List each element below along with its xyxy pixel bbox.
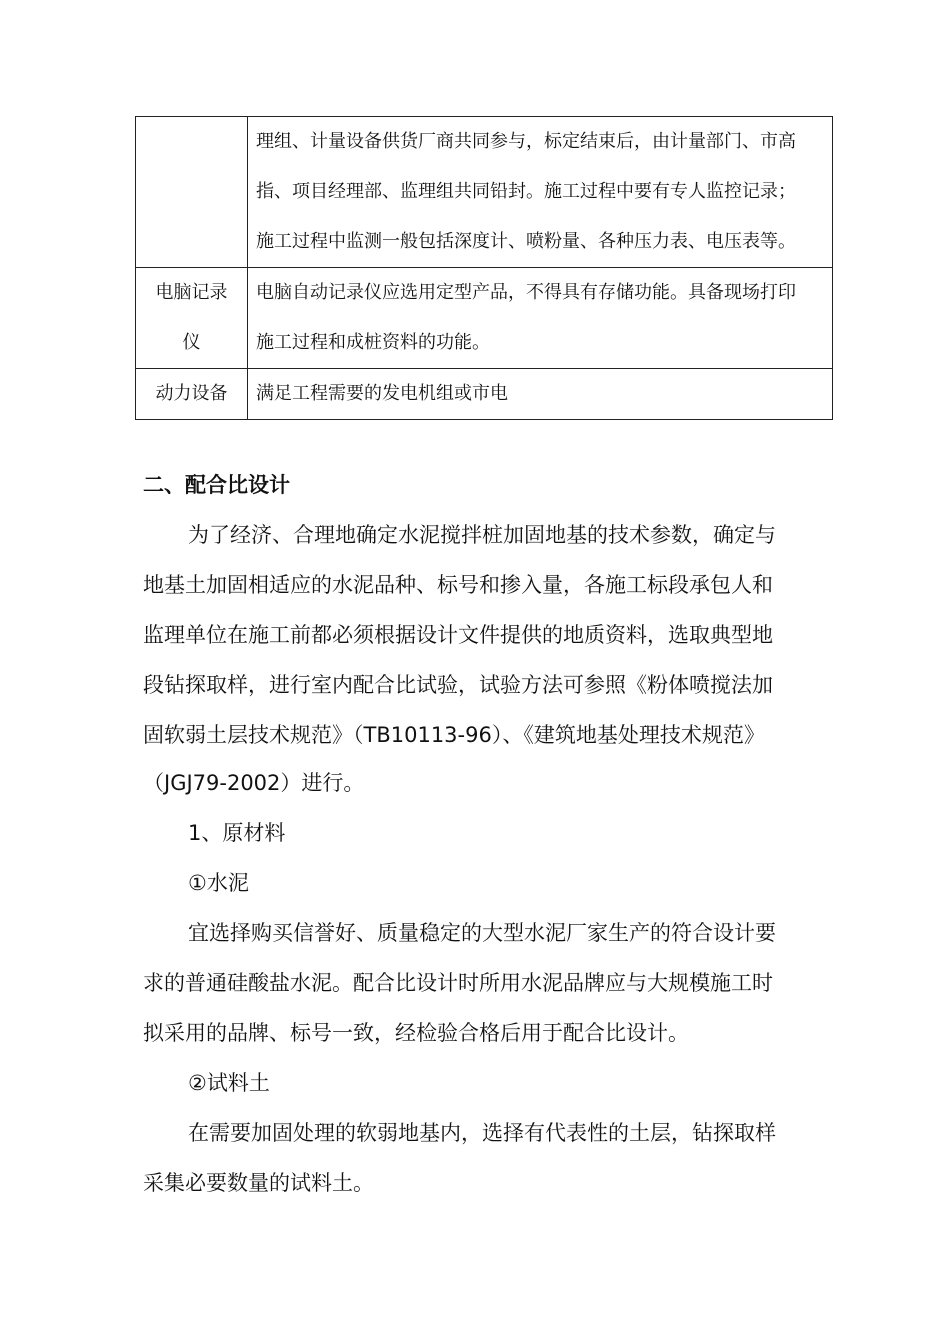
paragraph-line: 地基土加固相适应的水泥品种、标号和掺入量，各施工标段承包人和: [143, 573, 773, 597]
paragraph-line: 拟采用的品牌、标号一致，经检验合格后用于配合比设计。: [143, 1021, 689, 1045]
table-row-label: 动力设备: [136, 369, 248, 420]
paragraph-line: 在需要加固处理的软弱地基内，选择有代表性的土层，钻探取样: [188, 1121, 776, 1145]
subsection-title: 1、原材料: [188, 821, 286, 845]
table-row-label: [136, 268, 248, 369]
paragraph-line: 采集必要数量的试料土。: [143, 1171, 374, 1195]
table-text-line: 满足工程需要的发电机组或市电: [256, 383, 508, 404]
table-row: [136, 268, 833, 369]
table-label-line: 电脑记录: [155, 282, 228, 303]
table-text-line: 理组、计量设备供货厂商共同参与，标定结束后，由计量部门、市高: [256, 131, 796, 152]
table-text-line: 施工过程中监测一般包括深度计、喷粉量、各种压力表、电压表等。: [256, 231, 796, 252]
table-label-line: 仪: [182, 332, 201, 353]
paragraph-line: （JGJ79-2002）进行。: [143, 771, 365, 795]
table-text-line: 指、项目经理部、监理组共同铅封。施工过程中要有专人监控记录；: [256, 181, 796, 202]
paragraph-line: 固软弱土层技术规范》（TB10113-96）、《建筑地基处理技术规范》: [143, 723, 765, 747]
equipment-table: [135, 116, 833, 420]
table-row-content: [248, 369, 833, 420]
table-row: [136, 117, 833, 268]
paragraph-line: 段钻探取样，进行室内配合比试验，试验方法可参照《粉体喷搅法加: [143, 673, 773, 697]
table-row: [136, 369, 833, 420]
paragraph-line: 求的普通硅酸盐水泥。配合比设计时所用水泥品牌应与大规模施工时: [143, 971, 773, 995]
item-title: ①水泥: [188, 871, 249, 895]
table-text-line: 施工过程和成桩资料的功能。: [256, 332, 490, 353]
table-row-content: [248, 268, 833, 369]
table-text-line: 电脑自动记录仪应选用定型产品，不得具有存储功能。具备现场打印: [256, 282, 796, 303]
section-heading: 二、配合比设计: [143, 473, 290, 497]
table-row-content: [248, 117, 833, 268]
table-row-label: [136, 117, 248, 268]
paragraph-line: 监理单位在施工前都必须根据设计文件提供的地质资料，选取典型地: [143, 623, 773, 647]
paragraph-line: 宜选择购买信誉好、质量稳定的大型水泥厂家生产的符合设计要: [188, 921, 776, 945]
item-title: ②试料土: [188, 1071, 270, 1095]
paragraph-line: 为了经济、合理地确定水泥搅拌桩加固地基的技术参数，确定与: [188, 523, 776, 547]
